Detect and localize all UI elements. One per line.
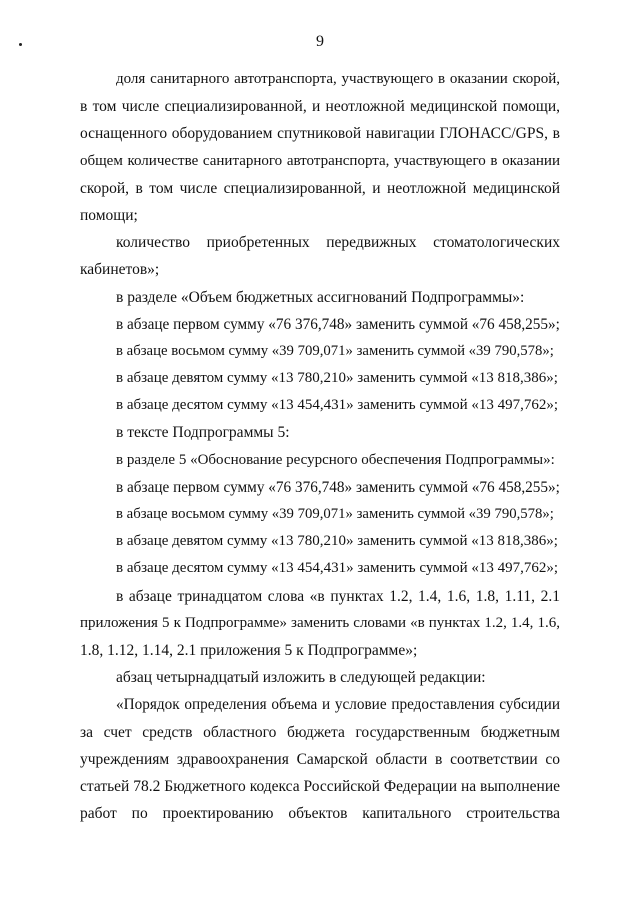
text-line: доля санитарного автотранспорта, участвующего в оказании скорой, (116, 71, 560, 87)
text-line: 1.8, 1.12, 1.14, 2.1 приложения 5 к Подпрограмме»; (80, 641, 418, 659)
text-line: приложения 5 к Подпрограмме» заменить словами «в пунктах 1.2, 1.4, 1.6, (80, 614, 560, 631)
text-line: в абзаце восьмом сумму «39 709,071» заменить суммой «39 790,578»; (116, 506, 554, 522)
text-line: абзац четырнадцатый изложить в следующей редакции: (116, 669, 486, 687)
text-line: работ по проектированию объектов капитального строительства (80, 805, 560, 823)
text-line: в абзаце тринадцатом слова «в пунктах 1.2, 1.4, 1.6, 1.8, 1.11, 2.1 (116, 587, 560, 605)
text-line: кабинетов»; (80, 261, 160, 279)
text-line: в абзаце девятом сумму «13 780,210» заменить суммой «13 818,386»; (116, 533, 558, 550)
text-line: общем количестве санитарного автотранспорта, участвующего в оказании (80, 152, 560, 169)
text-line: в тексте Подпрограммы 5: (116, 424, 290, 442)
text-line: в разделе 5 «Обоснование ресурсного обеспечения Подпрограммы»: (116, 451, 555, 468)
text-line: в абзаце восьмом сумму «39 709,071» заменить суммой «39 790,578»; (116, 342, 554, 359)
text-line: за счет средств областного бюджета государственным бюджетным (80, 723, 560, 741)
page-number: 9 (316, 33, 324, 50)
text-line: скорой, в том числе специализированной, и неотложной медицинской (80, 179, 560, 197)
text-line: количество приобретенных передвижных стоматологических (116, 234, 560, 252)
text-line: в абзаце десятом сумму «13 454,431» заменить суммой «13 497,762»; (116, 560, 559, 577)
text-line: в абзаце первом сумму «76 376,748» заменить суммой «76 458,255»; (116, 478, 560, 496)
text-line: статьей 78.2 Бюджетного кодекса Российской Федерации на выполнение (80, 777, 560, 795)
text-line: оснащенного оборудованием спутниковой навигации ГЛОНАСС/GPS, в (80, 125, 560, 143)
text-line: в том числе специализированной, и неотложной медицинской помощи, (80, 98, 560, 116)
text-line: учреждениям здравоохранения Самарской области в соответствии со (80, 750, 560, 768)
text-line: в разделе «Объем бюджетных ассигнований Подпрограммы»: (116, 288, 525, 306)
text-line: «Порядок определения объема и условие предоставления субсидии (116, 696, 560, 714)
document-body (80, 66, 560, 827)
text-line: в абзаце девятом сумму «13 780,210» заменить суммой «13 818,386»; (116, 370, 558, 387)
text-line: в абзаце первом сумму «76 376,748» заменить суммой «76 458,255»; (116, 315, 560, 333)
text-line: помощи; (80, 206, 138, 224)
text-line: в абзаце десятом сумму «13 454,431» заменить суммой «13 497,762»; (116, 397, 559, 414)
